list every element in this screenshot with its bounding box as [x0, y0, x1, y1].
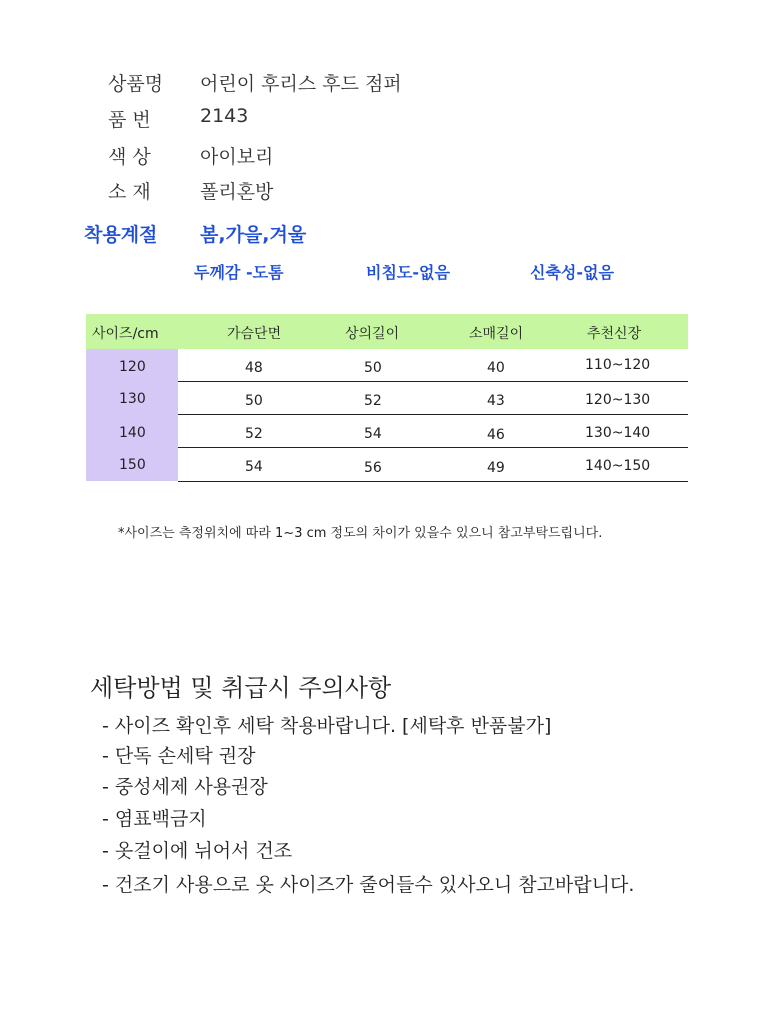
elasticity-property: 신축성-없음 — [530, 263, 614, 282]
color-value: 아이보리 — [200, 146, 274, 168]
list-item: - 중성세제 사용권장 — [102, 776, 268, 798]
row-divider — [178, 381, 688, 382]
product-number-label: 품 번 — [108, 109, 151, 131]
size-cell: 130 — [119, 391, 146, 407]
list-item: - 옷걸이에 뉘어서 건조 — [102, 840, 293, 862]
sleeve-cell: 49 — [487, 460, 505, 476]
list-item: - 건조기 사용으로 옷 사이즈가 줄어들수 있사오니 참고바랍니다. — [102, 874, 635, 896]
chest-cell: 54 — [245, 459, 263, 475]
list-item: - 단독 손세탁 권장 — [102, 745, 256, 767]
sleeve-cell: 40 — [487, 360, 505, 376]
material-label: 소 재 — [108, 181, 151, 203]
header-height: 추천신장 — [587, 326, 642, 342]
size-note: *사이즈는 측정위치에 따라 1~3 cm 정도의 차이가 있을수 있으니 참고부탁드립니다. — [118, 526, 603, 541]
row-divider — [178, 447, 688, 448]
length-cell: 52 — [364, 393, 382, 409]
chest-cell: 52 — [245, 426, 263, 442]
product-number-value: 2143 — [200, 105, 249, 127]
season-value: 봄,가을,겨울 — [200, 224, 307, 246]
header-size: 사이즈/cm — [92, 326, 159, 342]
color-label: 색 상 — [108, 146, 151, 168]
thickness-property: 두께감 -도톰 — [194, 263, 284, 282]
list-item: - 사이즈 확인후 세탁 착용바랍니다. [세탁후 반품불가] — [102, 715, 552, 737]
header-length: 상의길이 — [345, 326, 400, 342]
height-cell: 140~150 — [585, 458, 651, 474]
washing-title: 세탁방법 및 취급시 주의사항 — [90, 674, 392, 702]
row-divider — [178, 481, 688, 482]
length-cell: 56 — [364, 460, 382, 476]
size-cell: 140 — [119, 425, 146, 441]
chest-cell: 50 — [245, 393, 263, 409]
height-cell: 130~140 — [585, 425, 651, 441]
length-cell: 50 — [364, 360, 382, 376]
size-cell: 150 — [119, 457, 146, 473]
material-value: 폴리혼방 — [200, 181, 274, 203]
header-chest: 가슴단면 — [227, 326, 282, 342]
size-table-header — [86, 314, 688, 349]
height-cell: 120~130 — [585, 392, 651, 408]
size-cell: 120 — [119, 359, 146, 375]
height-cell: 110~120 — [585, 357, 651, 373]
header-sleeve: 소매길이 — [469, 326, 524, 342]
sleeve-cell: 43 — [487, 393, 505, 409]
list-item: - 염표백금지 — [102, 808, 207, 830]
transparency-property: 비침도-없음 — [366, 263, 450, 282]
season-label: 착용계절 — [84, 224, 158, 246]
length-cell: 54 — [364, 426, 382, 442]
row-divider — [178, 414, 688, 415]
sleeve-cell: 46 — [487, 427, 505, 443]
chest-cell: 48 — [245, 360, 263, 376]
product-name-value: 어린이 후리스 후드 점퍼 — [200, 73, 402, 95]
product-name-label: 상품명 — [108, 73, 164, 95]
